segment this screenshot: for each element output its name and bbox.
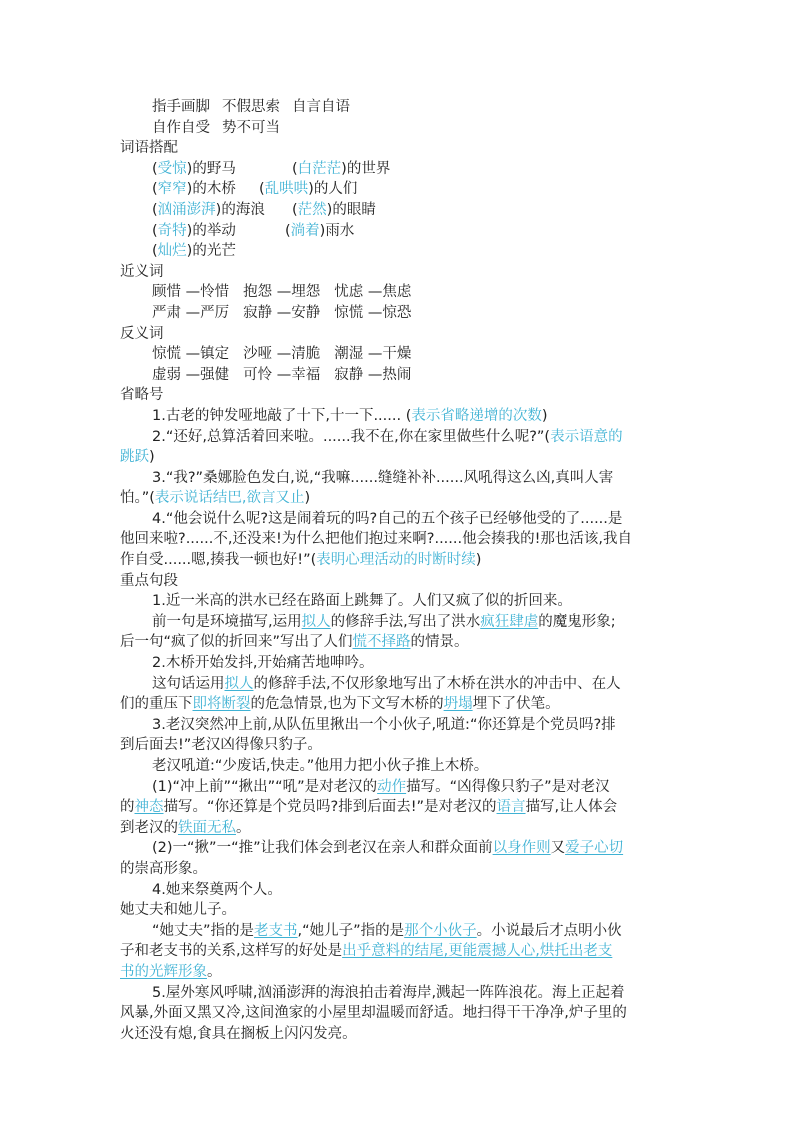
key-sentence-5-cont: 风暴,外面又黑又冷,这间渔家的小屋里却温暖而舒适。地扫得干干净净,炉子里的 — [120, 1005, 627, 1022]
ellipsis-heading: 省略号 — [120, 387, 164, 404]
key-sentence-3: 3.老汉突然冲上前,从队伍里揪出一个小伙子,吼道:“你还算是个党员吗?排 — [152, 716, 616, 733]
key-analysis-1-cont: 后一句“疯了似的折回来”写出了人们慌不择路的情景。 — [120, 634, 469, 651]
document-page — [120, 97, 676, 1044]
ellipsis-item-2: 2.“还好,总算活着回来啦。......我不在,你在家里做些什么呢?”(表示语意的 — [152, 428, 623, 445]
synonyms-heading: 近义词 — [120, 263, 164, 280]
key-analysis-3-2-cont: 的崇高形象。 — [120, 860, 207, 877]
key-sentence-1: 1.近一米高的洪水已经在路面上跳舞了。人们又疯了似的折回来。 — [152, 593, 572, 610]
key-sentence-5-cont: 火还没有熄,食具在搁板上闪闪发亮。 — [120, 1025, 357, 1042]
key-heading: 重点句段 — [120, 572, 178, 589]
key-sentence-4-cont: 她丈夫和她儿子。 — [120, 902, 236, 919]
key-sentence-3-cont: 到后面去!”老汉凶得像只豹子。 — [120, 737, 322, 754]
antonyms-heading: 反义词 — [120, 325, 164, 342]
collocation-row: (窄窄)的木桥 (乱哄哄)的人们 — [152, 181, 358, 198]
ellipsis-item-1: 1.古老的钟发哑地敲了十下,十一下...... (表示省略递增的次数) — [152, 407, 548, 424]
key-analysis-4: “她丈夫”指的是老支书,“她儿子”指的是那个小伙子。小说最后才点明小伙 — [152, 922, 622, 939]
ellipsis-item-4-cont: 他回来啦?......不,还没来!为什么把他们抱过来啊?......他会揍我的!那也活该,我自 — [120, 531, 633, 548]
key-analysis-3-1-cont: 的神态描写。“你还算是个党员吗?排到后面去!”是对老汉的语言描写,让人体会 — [120, 799, 618, 816]
ellipsis-item-3: 3.“我?”桑娜脸色发白,说,“我嘛......缝缝补补......风吼得这么凶,真叫人害 — [152, 469, 614, 486]
collocation-row: (受惊)的野马 (白茫茫)的世界 — [152, 160, 391, 177]
synonyms-row-1: 顾惜 —怜惜 抱怨 —埋怨 忧虑 —焦虑 — [152, 284, 412, 301]
collocation-row: (汹涌澎湃)的海浪 (茫然)的眼睛 — [152, 201, 376, 218]
collocation-heading: 词语搭配 — [120, 140, 178, 157]
key-sentence-2: 2.木桥开始发抖,开始痛苦地呻吟。 — [152, 655, 374, 672]
key-sentence-3-quote: 老汉吼道:“少废话,快走。”他用力把小伙子推上木桥。 — [152, 758, 489, 774]
antonyms-row-2: 虚弱 —强健 可怜 —幸福 寂静 —热闹 — [152, 366, 412, 383]
key-analysis-4-cont: 子和老支书的关系,这样写的好处是出乎意料的结尾,更能震撼人心,烘托出老支 — [120, 943, 613, 960]
key-analysis-3-2: (2)一“揪”一“推”让我们体会到老汉在亲人和群众面前以身作则又爱子心切 — [152, 840, 624, 857]
key-analysis-3-1-cont: 到老汉的铁面无私。 — [120, 819, 251, 836]
ellipsis-item-3-cont: 怕。”(表示说话结巴,欲言又止) — [120, 490, 311, 507]
key-analysis-3-1: (1)“冲上前”“揪出”“吼”是对老汉的动作描写。“凶得像只豹子”是对老汉 — [152, 778, 610, 795]
collocation-row: (奇特)的举动 (淌着)雨水 — [152, 222, 355, 239]
collocation-row: (灿烂)的光芒 — [152, 243, 236, 260]
synonyms-row-2: 严肃 —严厉 寂静 —安静 惊慌 —惊恐 — [152, 304, 412, 321]
key-analysis-1: 前一句是环境描写,运用拟人的修辞手法,写出了洪水疯狂肆虐的魔鬼形象; — [152, 613, 616, 630]
key-sentence-5: 5.屋外寒风呼啸,汹涌澎湃的海浪拍击着海岸,溅起一阵阵浪花。海上正起着 — [152, 984, 625, 1001]
ellipsis-item-2-cont: 跳跃) — [120, 449, 155, 466]
antonyms-row-1: 惊慌 —镇定 沙哑 —清脆 潮湿 —干燥 — [152, 346, 412, 363]
ellipsis-item-4: 4.“他会说什么呢?这是闹着玩的吗?自己的五个孩子已经够他受的了......是 — [152, 510, 623, 527]
key-analysis-2-cont: 们的重压下即将断裂的危急情景,也为下文写木桥的坍塌埋下了伏笔。 — [120, 696, 560, 713]
idioms-row-1: 指手画脚 不假思索 自言自语 — [152, 99, 350, 115]
ellipsis-item-4-cont: 作自受......嗯,揍我一顿也好!”(表明心理活动的时断时续) — [120, 552, 482, 569]
key-analysis-4-cont: 书的光辉形象。 — [120, 963, 222, 980]
idioms-row-2: 自作自受 势不可当 — [152, 119, 280, 136]
key-analysis-2: 这句话运用拟人的修辞手法,不仅形象地写出了木桥在洪水的冲击中、在人 — [152, 675, 621, 692]
key-sentence-4: 4.她来祭奠两个人。 — [152, 881, 282, 898]
